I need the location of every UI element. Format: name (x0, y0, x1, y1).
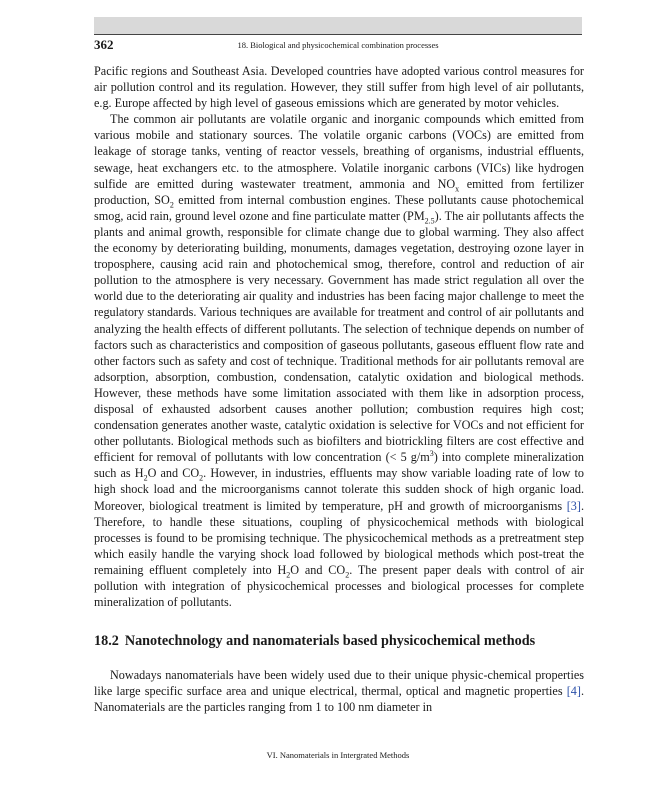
citation-link-4[interactable]: [4] (566, 684, 581, 699)
header-band (94, 17, 582, 34)
citation-link-3[interactable]: [3] (566, 498, 581, 513)
section-paragraph: Nowadays nanomaterials have been widely used due to their unique physic-chemical properties like large specific surface area and unique electrical, thermal, optical and magnetic properties [4]. Nanomaterials are the particles ranging from 1 to 100 nm diameter in (94, 668, 584, 715)
section-number: 18.2 (94, 633, 119, 649)
header-rule (94, 34, 582, 35)
page-number: 362 (94, 37, 114, 52)
paragraph-1: Pacific regions and Southeast Asia. Developed countries have adopted various control measures for air pollution control and its regulation. However, they still suffer from high level of air pollutants, e.g. Europe affected by high level of gaseous emissions which are generated by motor vehicles. (94, 64, 584, 111)
paragraph-2: The common air pollutants are volatile organic and inorganic compounds which emitted from various mobile and stationary sources. The volatile organic carbons (VOCs) are emitted from leakage of storage tanks, venting of reactor vessels, breathing of organisms, industrial effluents, sewage, heat exchangers etc. to the atmosphere. Volatile inorganic carbons (VICs) like hydrogen sulfide are emitted during wastewater treatment, ammonia and $NO_x$ emitted from fertilizer production, $SO_2$ emitted from internal combustion engines. These pollutants cause photochemical smog, acid rain, ground level ozone and fine particulate matter $(PM_{2.5})$. The air pollutants affects the plants and animal growth, responsible for climate change due to global warming. They also affect the economy by deteriorating building, monuments, damages vegetation, destroying ozone layer in troposphere, causing acid rain and photochemical smog, therefore, control and reduction of air pollution to the atmosphere is very necessary. Government has made strict regulation all over the world due to the deteriorating air quality and industries has been facing major challenge to meet the regulatory standards. Various techniques are available for treatment and control of air pollutants and analyzing the health effects of different pollutants. The selection of technique depends on number of factors such as characteristics and composition of gaseous pollutants, gaseous effluent flow rate and other factors such as safety and cost of technique. Traditional methods for air pollutants removal are adsorption, absorption, combustion, condensation, catalytic oxidation and biological methods. However, these methods have some limitation associated with them like in adsorption process, disposal of exhausted adsorbent causes another pollution; combustion requires high cost; condensation generates another waste, catalytic oxidation is selective for VOCs and not efficient for other pollutants. Biological methods such as biofilters and biotrickling filters are cost effective and efficient for removal of pollutants with low concentration (< 5 $g/m^3$) into complete mineralization such as $H_2O$ and $CO_2$. However, in industries, effluents may show variable loading rate of low to high shock load and the microorganisms cannot tolerate this sudden shock of high organic load. Moreover, biological treatment is limited by temperature, pH and growth of microorganisms [3]. Therefore, to handle these situations, coupling of physicochemical methods with biological processes is found to be promising technique. The physicochemical methods as a pretreatment step which easily handle the varying shock load followed by biological methods which post-treat the remaining effluent completely into $H_2O$ and $CO_2$. The present paper deals with control of air pollution with integration of physicochemical processes and biological processes for complete mineralization of pollutants. (94, 112, 585, 610)
section-heading (94, 633, 584, 650)
section-body (94, 667, 584, 715)
running-head: 18. Biological and physicochemical combination processes (237, 40, 439, 50)
body-text (94, 63, 584, 610)
footer: VI. Nanomaterials in Intergrated Methods (266, 750, 410, 760)
section-title: Nanotechnology and nanomaterials based physicochemical methods (124, 633, 536, 649)
